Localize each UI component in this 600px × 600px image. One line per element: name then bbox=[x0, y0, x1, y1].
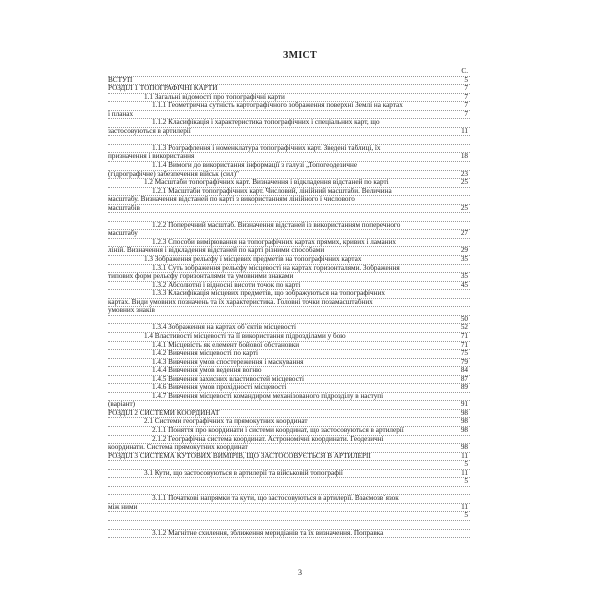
toc-line bbox=[108, 307, 470, 316]
toc-line bbox=[108, 282, 470, 291]
toc-line bbox=[108, 299, 470, 308]
toc-line bbox=[108, 111, 470, 120]
toc-line bbox=[108, 436, 470, 445]
toc-line bbox=[108, 333, 470, 342]
toc-line bbox=[108, 504, 470, 513]
toc-page-number: 5 bbox=[464, 461, 468, 469]
toc-line bbox=[108, 171, 470, 180]
toc-line bbox=[108, 256, 470, 265]
toc-line bbox=[108, 230, 470, 239]
toc-page-number: 71 bbox=[460, 341, 468, 349]
toc-entry-text: 1.3 Зображення рельєфу і місцевих предметів на топографічних картах bbox=[144, 256, 362, 264]
toc-page-number: 29 bbox=[460, 247, 468, 255]
toc-page-number: 84 bbox=[460, 367, 468, 375]
toc-page-number: 25 bbox=[460, 179, 468, 187]
toc-entry-text: умовних знаків bbox=[108, 307, 155, 315]
toc-entry-text: 1.1.3 Розграфлення і номенклатура топографічних карт. Зведені таблиці, їх bbox=[152, 144, 381, 152]
toc-line bbox=[108, 213, 470, 222]
toc-entry-text: 1.4.7 Вивчення місцевості командиром механізованого підрозділу в наступі bbox=[152, 392, 384, 400]
toc-line bbox=[108, 196, 470, 205]
toc-line bbox=[108, 521, 470, 530]
toc-line bbox=[108, 401, 470, 410]
toc-line bbox=[108, 530, 470, 539]
toc-line bbox=[108, 410, 470, 419]
toc-page-number: 45 bbox=[460, 281, 468, 289]
toc-entry-text: РОЗДІЛ 1 ТОПОГРАФІЧНІ КАРТИ bbox=[108, 85, 218, 93]
toc-entry-text: ВСТУП bbox=[108, 76, 133, 84]
toc-page-number: 35 bbox=[460, 256, 468, 264]
toc-line bbox=[108, 324, 470, 333]
toc-page-number: 98 bbox=[460, 409, 468, 417]
toc-line bbox=[108, 376, 470, 385]
toc-page-number: 11 bbox=[461, 452, 468, 460]
toc-page-number: 5 bbox=[464, 512, 468, 520]
toc-entry-text: 1.2 Масштаби топографічних карт. Визначення і відкладення відстаней по карті bbox=[144, 179, 389, 187]
toc-entry-text: 1.4.2 Вивчення місцевості по карті bbox=[152, 350, 258, 358]
toc-line bbox=[108, 427, 470, 436]
toc-entry-text: призначення і використання bbox=[108, 153, 195, 161]
toc-line bbox=[108, 128, 470, 137]
toc-line bbox=[108, 350, 470, 359]
toc-page-number: 98 bbox=[460, 444, 468, 452]
toc-entry-text: між ними bbox=[108, 503, 138, 511]
toc-entry-text: типових форм рельєфу горизонталями та умовними знаками bbox=[108, 273, 294, 281]
toc-entry-text: 2.1.1 Поняття про координати і системи координат, що застосовуються в артилерії bbox=[152, 426, 404, 434]
toc-page-number: 5 bbox=[464, 478, 468, 486]
toc-line bbox=[108, 367, 470, 376]
toc-page-number: 25 bbox=[460, 204, 468, 212]
toc-page-number: 23 bbox=[460, 170, 468, 178]
toc-entry-text: 1.4.5 Вивчення захисних властивостей місцевості bbox=[152, 375, 305, 383]
toc-entry-text: 1.2.2 Поперечний масштаб. Визначення відстаней із використанням поперечного bbox=[152, 221, 401, 229]
toc-line bbox=[108, 102, 470, 111]
table-of-contents bbox=[108, 68, 470, 538]
toc-line bbox=[108, 487, 470, 496]
toc-page-number: 7 bbox=[464, 110, 468, 118]
toc-line bbox=[108, 222, 470, 231]
toc-page-number: 91 bbox=[460, 401, 468, 409]
toc-entry-text: масштабу. Визначення відстаней по карті з використанням лінійного і числового bbox=[108, 196, 355, 204]
toc-entry-text: 1.3.1 Суть зображення рельєфу місцевості на картах горизонталями. Зображення bbox=[152, 264, 400, 272]
toc-line bbox=[108, 512, 470, 521]
toc-page-number: 35 bbox=[460, 273, 468, 281]
toc-line bbox=[108, 470, 470, 479]
toc-entry-text: (гідрографічне) забезпечення військ (сил)" bbox=[108, 170, 239, 178]
toc-line bbox=[108, 136, 470, 145]
toc-line bbox=[108, 247, 470, 256]
toc-page-number: 98 bbox=[460, 426, 468, 434]
toc-entry-text: і планах bbox=[108, 110, 134, 118]
toc-entry-text: 1.2.3 Способи вимірювання на топографічних картах прямих, кривих і ламаних bbox=[152, 238, 397, 246]
toc-entry-text: застосовуються в артилерії bbox=[108, 127, 191, 135]
toc-line bbox=[108, 85, 470, 94]
toc-line bbox=[108, 316, 470, 325]
toc-line bbox=[108, 77, 470, 86]
toc-page-number: 7 bbox=[464, 102, 468, 110]
toc-entry-text: ліній. Визначення і відкладення відстаней по карті різними способами bbox=[108, 247, 325, 255]
toc-entry-text: РОЗДІЛ 3 СИСТЕМА КУТОВИХ ВИМІРІВ, ЩО ЗАСТОСОВУЄТЬСЯ В АРТИЛЕРІЇ bbox=[108, 452, 371, 460]
toc-line bbox=[108, 153, 470, 162]
toc-entry-text: 1.4.1 Місцевість як елемент бойової обстановки bbox=[152, 341, 300, 349]
toc-page-number: 11 bbox=[461, 127, 468, 135]
toc-page-number: 89 bbox=[460, 384, 468, 392]
toc-entry-text: 1.1.4 Вимоги до використання інформації з галузі „Топогеодезичне bbox=[152, 162, 358, 170]
toc-page-number: 18 bbox=[460, 153, 468, 161]
toc-entry-text: 1.1 Загальні відомості про топографічні карти bbox=[144, 93, 285, 101]
toc-entry-text: 1.4.6 Вивчення умов прохідності місцевості bbox=[152, 384, 287, 392]
toc-page-number: 50 bbox=[460, 315, 468, 323]
toc-line bbox=[108, 359, 470, 368]
toc-line bbox=[108, 94, 470, 103]
toc-page-number: 52 bbox=[460, 324, 468, 332]
toc-page-number: 71 bbox=[460, 332, 468, 340]
toc-line bbox=[108, 342, 470, 351]
toc-entry-text: 1.3.4 Зображення на картах об`єктів місцевості bbox=[152, 324, 297, 332]
toc-entry-text: РОЗДІЛ 2 СИСТЕМИ КООРДИНАТ bbox=[108, 409, 220, 417]
toc-page-number: 5 bbox=[464, 76, 468, 84]
toc-entry-text: 1.1.1 Геометрична сутність картографічного зображення поверхні Землі на картах bbox=[152, 102, 403, 110]
toc-page-number: 75 bbox=[460, 350, 468, 358]
toc-line bbox=[108, 478, 470, 487]
toc-entry-text: картах. Види умовних позначень та їх характеристика. Головні точки позамасштабних bbox=[108, 298, 373, 306]
toc-page-number: 79 bbox=[460, 358, 468, 366]
toc-entry-text: 3.1 Кути, що застосовуються в артилерії та військовій топографії bbox=[144, 469, 343, 477]
toc-entry-text: 1.4 Властивості місцевості та її використання підрозділами у бою bbox=[144, 332, 346, 340]
toc-line bbox=[108, 495, 470, 504]
toc-entry-text: 1.3.2 Абсолютні і відносні висоти точок по карті bbox=[152, 281, 301, 289]
toc-page-number: С. bbox=[461, 68, 468, 75]
toc-entry-text: 1.1.2 Класифікація і характеристика топографічних і спеціальних карт, що bbox=[152, 119, 380, 127]
page-number: 3 bbox=[298, 568, 302, 577]
toc-line bbox=[108, 68, 470, 77]
toc-line bbox=[108, 384, 470, 393]
toc-line bbox=[108, 188, 470, 197]
toc-entry-text: 3.1.2 Магнітне схилення, зближення меридіанів та їх визначення. Поправка bbox=[152, 529, 384, 537]
toc-entry-text: (варіант) bbox=[108, 401, 136, 409]
toc-line bbox=[108, 444, 470, 453]
toc-line bbox=[108, 453, 470, 462]
toc-entry-text: 1.4.3 Вивчення умов спостереження і маскування bbox=[152, 358, 304, 366]
toc-entry-text: 3.1.1 Початкові напрямки та кути, що застосовуються в артилерії. Взаємозв`язок bbox=[152, 495, 399, 503]
toc-line bbox=[108, 393, 470, 402]
toc-entry-text: координати. Система прямокутних координат bbox=[108, 444, 248, 452]
toc-entry-text: масштабів bbox=[108, 204, 140, 212]
toc-page-number: 11 bbox=[461, 469, 468, 477]
toc-line bbox=[108, 265, 470, 274]
page-title: ЗМІСТ bbox=[283, 50, 317, 61]
toc-line bbox=[108, 290, 470, 299]
toc-line bbox=[108, 179, 470, 188]
toc-line bbox=[108, 418, 470, 427]
toc-line bbox=[108, 273, 470, 282]
toc-line bbox=[108, 162, 470, 171]
toc-line bbox=[108, 145, 470, 154]
toc-page-number: 27 bbox=[460, 230, 468, 238]
toc-entry-text: 1.3.3 Класифікація місцевих предметів, що зображуються на топографічних bbox=[152, 290, 385, 298]
toc-page-number: 11 bbox=[461, 503, 468, 511]
toc-line bbox=[108, 119, 470, 128]
toc-line bbox=[108, 239, 470, 248]
toc-entry-text: 2.1 Системи географічних та прямокутних координат bbox=[144, 418, 308, 426]
toc-page-number: 7 bbox=[464, 93, 468, 101]
toc-page-number: 87 bbox=[460, 375, 468, 383]
toc-page-number: 98 bbox=[460, 418, 468, 426]
toc-entry-text: 1.2.1 Масштаби топографічних карт. Числовий, лінійний масштаби. Величина bbox=[152, 187, 392, 195]
toc-line bbox=[108, 461, 470, 470]
toc-line bbox=[108, 205, 470, 214]
toc-page-number: 7 bbox=[464, 85, 468, 93]
toc-entry-text: масштабу bbox=[108, 230, 138, 238]
toc-entry-text: 2.1.2 Географічна система координат. Астрономічні координати. Геодезичні bbox=[152, 435, 384, 443]
toc-entry-text: 1.4.4 Вивчення умов ведення вогню bbox=[152, 367, 262, 375]
